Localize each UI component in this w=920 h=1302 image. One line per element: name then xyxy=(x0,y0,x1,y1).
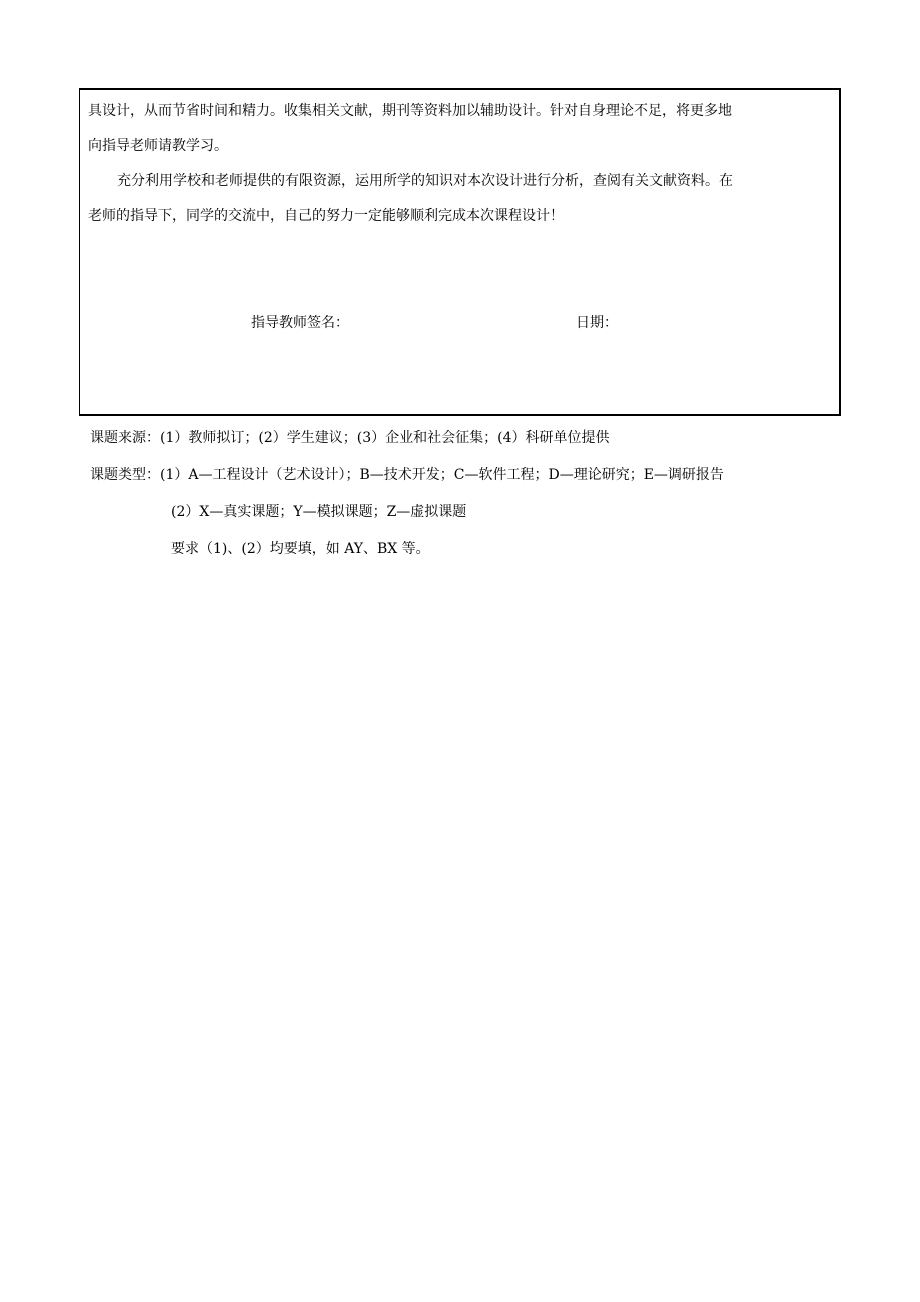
paragraph-line: 向指导老师请教学习。 xyxy=(88,138,228,154)
paragraph-line: 充分利用学校和老师提供的有限资源，运用所学的知识对本次设计进行分析，查阅有关文献资料。在 xyxy=(117,173,733,189)
content-box xyxy=(79,88,841,416)
footnotes xyxy=(90,420,890,568)
paragraph-resources xyxy=(88,164,836,234)
date-label: 日期： xyxy=(576,315,618,331)
advisor-signature-label: 指导教师签名： xyxy=(251,315,349,331)
topic-type-note-2: (2）X—真实课题；Y—模拟课题；Z—虚拟课题 xyxy=(171,504,467,520)
requirement-note: 要求（1)、(2）均要填，如 AY、BX 等。 xyxy=(171,541,430,557)
topic-source-note: 课题来源：(1）教师拟订；(2）学生建议；(3）企业和社会征集；(4）科研单位提供 xyxy=(90,430,610,446)
topic-type-note: 课题类型：(1）A—工程设计（艺术设计）；B—技术开发；C—软件工程；D—理论研究；E—调研报告 xyxy=(90,467,724,483)
paragraph-line: 具设计，从而节省时间和精力。收集相关文献，期刊等资料加以辅助设计。针对自身理论不足，将更多地 xyxy=(88,103,732,119)
paragraph-line: 老师的指导下，同学的交流中，自己的努力一定能够顺利完成本次课程设计！ xyxy=(88,208,564,224)
paragraph-continuation xyxy=(88,94,836,164)
